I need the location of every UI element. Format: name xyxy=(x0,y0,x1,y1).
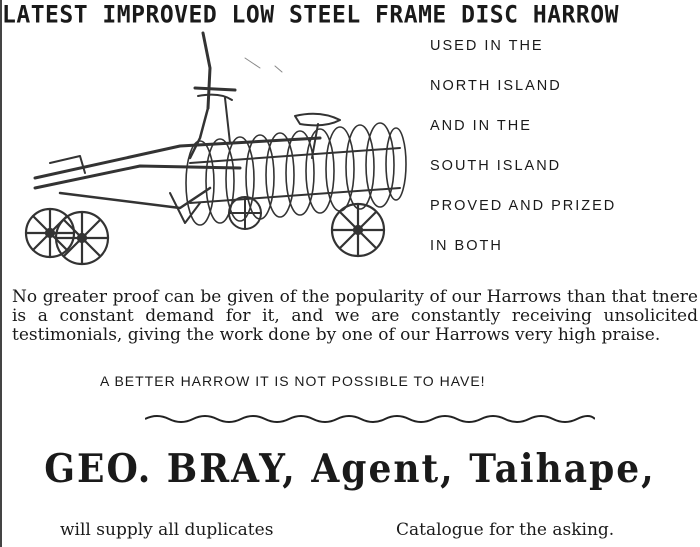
usage-line: AND IN THE xyxy=(430,118,532,134)
footer-left-text: will supply all duplicates xyxy=(60,520,274,540)
tagline: A BETTER HARROW IT IS NOT POSSIBLE TO HAVE! xyxy=(100,373,486,389)
usage-line: USED IN THE xyxy=(430,38,544,54)
usage-line: PROVED AND PRIZED xyxy=(430,198,617,214)
usage-line: IN BOTH xyxy=(430,238,503,254)
usage-line: SOUTH ISLAND xyxy=(430,158,562,174)
agent-line: GEO. BRAY, Agent, Taihape, xyxy=(44,445,656,493)
body-paragraph: No greater proof can be given of the popularity of our Harrows than that tnere is a constant demand for it, and we are constantly receiving unsolicited testimonials, giving the work done by one of our Harrows very high praise. xyxy=(12,287,698,345)
footer-right-text: Catalogue for the asking. xyxy=(396,520,615,540)
disc-harrow-illustration xyxy=(20,28,420,276)
usage-line: NORTH ISLAND xyxy=(430,78,562,94)
wavy-divider xyxy=(145,412,595,426)
usage-list xyxy=(430,34,660,274)
headline: LATEST IMPROVED LOW STEEL FRAME DISC HARROW xyxy=(2,1,619,29)
